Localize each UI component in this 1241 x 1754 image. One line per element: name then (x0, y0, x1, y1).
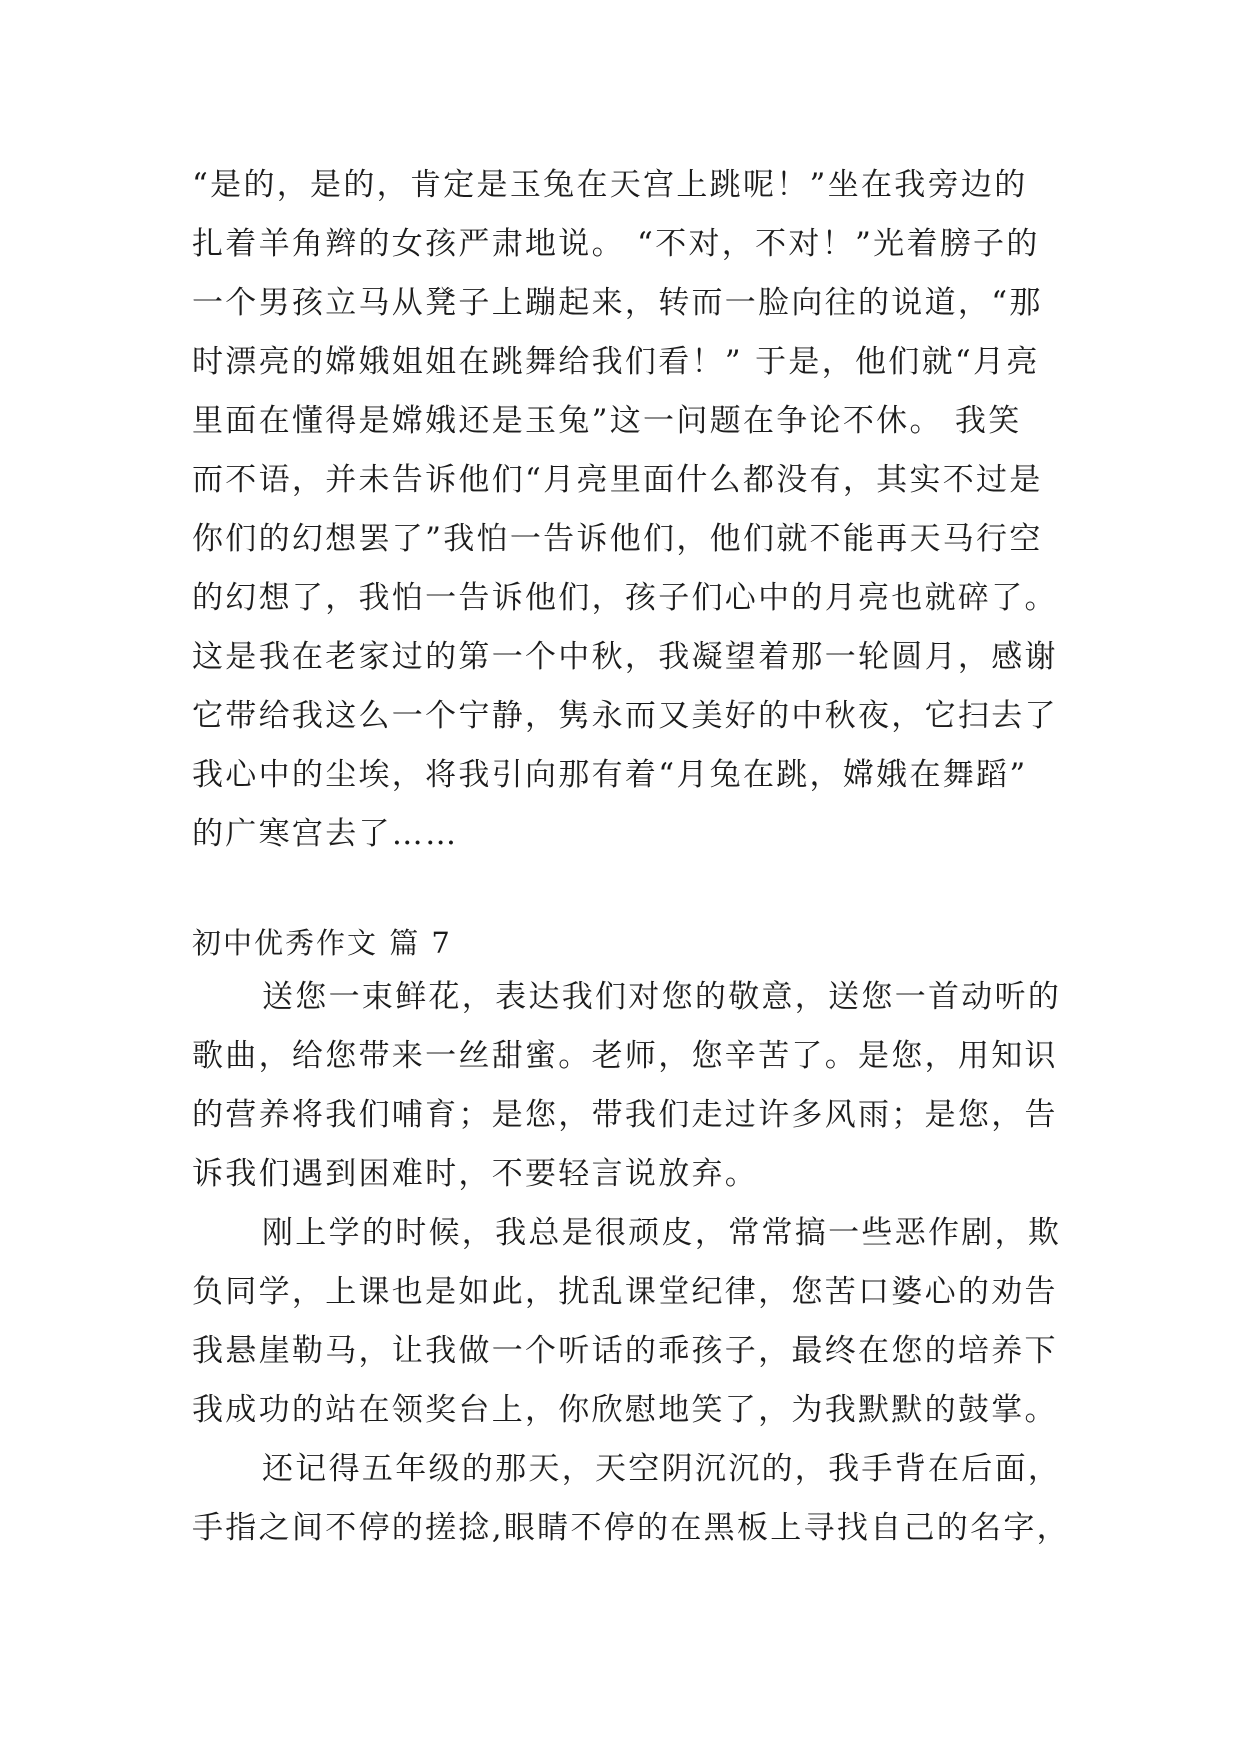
text-line: 我悬崖勒马，让我做一个听话的乖孩子，最终在您的培养下 (192, 1333, 1058, 1369)
text-line: 它带给我这么一个宁静，隽永而又美好的中秋夜，它扫去了 (192, 698, 1058, 734)
text-line: 里面在懂得是嫦娥还是玉兔”这一问题在争论不休。 我笑 (192, 403, 1022, 439)
essay-body-text (192, 968, 1072, 1558)
text-line: 一个男孩立马从凳子上蹦起来，转而一脸向往的说道，“那 (192, 285, 1043, 321)
text-line: 的幻想了，我怕一告诉他们，孩子们心中的月亮也就碎了。 (192, 580, 1058, 616)
text-line: 手指之间不停的搓捻,眼睛不停的在黑板上寻找自己的名字， (192, 1510, 1070, 1546)
text-line: 诉我们遇到困难时，不要轻言说放弃。 (192, 1156, 759, 1192)
text-line: 时漂亮的嫦娥姐姐在跳舞给我们看！” 于是，他们就“月亮 (192, 344, 1040, 380)
text-line: 的广寒宫去了…… (192, 816, 459, 852)
text-line: 而不语，并未告诉他们“月亮里面什么都没有，其实不过是 (192, 462, 1043, 498)
paragraph-first-line: 刚上学的时候，我总是很顽皮，常常搞一些恶作剧，欺 (262, 1215, 1062, 1251)
essay-heading: 初中优秀作文 篇 7 (192, 926, 452, 960)
text-line: 扎着羊角辫的女孩严肃地说。 “不对，不对！”光着膀子的 (192, 226, 1040, 262)
essay-continuation-text (192, 156, 1072, 864)
text-line: 歌曲，给您带来一丝甜蜜。老师，您辛苦了。是您，用知识 (192, 1038, 1058, 1074)
text-line: 你们的幻想罢了”我怕一告诉他们，他们就不能再天马行空 (192, 521, 1043, 557)
text-line: 我成功的站在领奖台上，你欣慰地笑了，为我默默的鼓掌。 (192, 1392, 1058, 1428)
text-line: 这是我在老家过的第一个中秋，我凝望着那一轮圆月，感谢 (192, 639, 1058, 675)
paragraph-first-line: 送您一束鲜花，表达我们对您的敬意，送您一首动听的 (262, 979, 1062, 1015)
text-line: 我心中的尘埃，将我引向那有着“月兔在跳，嫦娥在舞蹈” (192, 757, 1028, 793)
text-line: “是的，是的，肯定是玉兔在天宫上跳呢！”坐在我旁边的 (192, 167, 1028, 203)
paragraph-first-line: 还记得五年级的那天，天空阴沉沉的，我手背在后面， (262, 1451, 1062, 1487)
text-line: 的营养将我们哺育；是您，带我们走过许多风雨；是您，告 (192, 1097, 1058, 1133)
text-line: 负同学，上课也是如此，扰乱课堂纪律，您苦口婆心的劝告 (192, 1274, 1058, 1310)
